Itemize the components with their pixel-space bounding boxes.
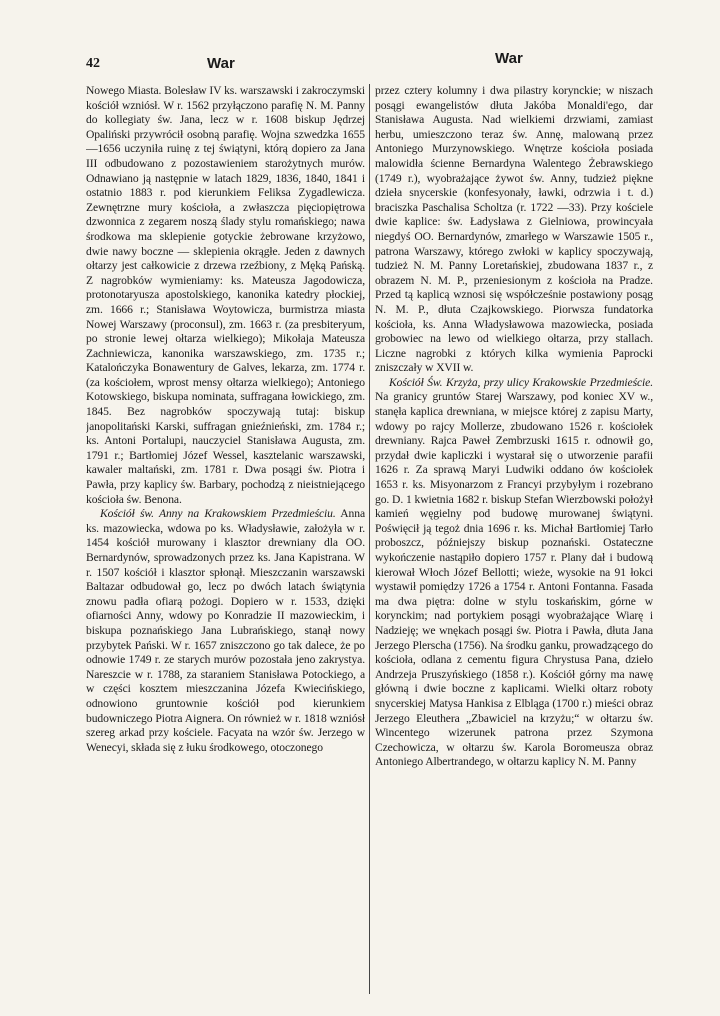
- running-header-right: War: [495, 50, 523, 67]
- paragraph: [375, 376, 653, 770]
- paragraph-text: Anna ks. mazowiecka, wdowa po ks. Władysławie, założyła w r. 1454 kościół murowany i klasztor drewniany dla OO. Bernardynów, sprowadzonych przez ks. Jana Kapistrana. W r. 1507 kościół i klasztor spłonął. Mieszczanin warszawski Baltazar odbudował go, lecz po dwóch latach świątynia znowu padła ofiarą pożogi. Dopiero w r. 1533, dzięki ofiarności Anny, wdowy po Konradzie II mazowieckim, i biskupa poznańskiego Jana Lubrańskiego, stanął nowy przybytek Pański. W r. 1657 zniszczono go tak dalece, że po odnowie 1749 r. ze starych murów pozostała jeno zakrystya. Nareszcie w r. 1788, za staraniem Stanisława Potockiego, a w części kosztem mieszczanina Józefa Kwiecińskiego, odnowiono gruntownie kościół pod kierunkiem budowniczego Piotra Aignera. On również w r. 1818 wzniósł szereg arkad przy kościele. Facyata na wzór św. Jerzego w Wenecyi, składa się z łuku środkowego, otoczonego: [86, 507, 365, 754]
- paragraph: [86, 507, 365, 755]
- column-divider: [369, 84, 370, 994]
- paragraph: przez cztery kolumny i dwa pilastry korynckie; w niszach posągi ewangelistów dłuta Jakóba Monaldi'ego, dar Stanisława Augusta. Nad wielkiemi drzwiami, zamiast herbu, umieszczono teraz św. Annę, malowaną przez Antoniego Murzynowskiego. Wnętrze kościoła posiada malowidła ścienne Bernardyna Walentego Żebrawskiego (1749 r.), wyobrażające żywot św. Anny, tudzież piękne dzieła snycerskie (konfesyonały, ławki, odrzwia i t. d.) braciszka Paschalisa Scholtza (r. 1722 —33). Przy kościele dwie kaplice: św. Ładysława z Gielniowa, prowincyała niegdyś OO. Bernardynów, zmarłego w Warszawie 1505 r., patrona Warszawy, którego zwłoki w kaplicy spoczywają, tudzież N. M. Panny Loretańskiej, zbudowana 1837 r., z obrazem N. M. P., przeniesionym z kościoła na Pradze. Przed tą kaplicą wznosi się współcześnie postawiony posąg N. M. P., dłuta Czajkowskiego. Piorwsza fundatorka kościoła, ks. Anna Władysławowa mazowiecka, posiada grobowiec na lewo od wielkiego ołtarza, przy stallach. Liczne nagrobki z których kilka wymienia Paprocki zniszczały w XVII w.: [375, 84, 653, 375]
- section-heading: Kościół św. Anny na Krakowskiem Przedmieściu.: [100, 507, 336, 521]
- section-heading: Kościół Św. Krzyża, przy ulicy Krakowskie Przedmieście.: [389, 375, 653, 389]
- page-number: 42: [86, 56, 100, 71]
- right-column: [375, 84, 653, 1004]
- paragraph: Nowego Miasta. Bolesław IV ks. warszawski i zakroczymski kościół wzniósł. W r. 1562 przyłączono parafię N. M. Panny do kollegiaty św. Jana, lecz w r. 1608 biskup Jędrzej Opaliński przywrócił osobną parafię. Wojna szwedzka 1655—1656 uczyniła ruinę z tej świątyni, którą dopiero za Jana III odbudowano z pozostawieniem starożytnych murów. Odnawiano ją następnie w latach 1829, 1836, 1840, 1841 i ostatnio 1883 r. pod kierunkiem Feliksa Zygadlewicza. Zewnętrzne mury kościoła, a zwłaszcza pięciopiętrowa dzwonnica z zegarem noszą ślady stylu romańskiego; nawa środkowa ma sklepienie gotyckie żebrowane krzyżowo, dwie nawy boczne — sklepienia okrągłe. Jeden z dawnych ołtarzy jest całkowicie z drzewa rzeźbiony, z Męką Pańską. Z nagrobków wymieniamy: ks. Mateusza Jagodowicza, protonotaryusza apostolskiego, kanonika katedry płockiej, zm. 1666 r.; Stanisława Woytowicza, burmistrza miasta Nowej Warszawy (proconsul), zm. 1663 r. (za presbiteryum, po stronie lewej ołtarza wielkiego); Mikołaja Mateusza Zachniewicza, kanonika warszawskiego, zm. 1735 r.; Katalończyka Bonawentury de Galves, lekarza, zm. 1774 r. (za kościołem, wprost mensy ołtarza wielkiego); Antoniego Kotowskiego, biskupa nominata, suffragana łowickiego, zm. 1845. Bez nagrobków spoczywają tutaj: biskup janopolitański Karski, suffragan gnieźnieński, zm. 1784 r.; ks. Antoni Portalupi, nauczyciel Stanisława Augusta, zm. 1791 r.; Bartłomiej Józef Wessel, kasztelanic warszawski, kawaler maltański, zm. 1781 r. Dwa posągi św. Piotra i Pawła, przy kaplicy św. Barbary, pochodzą z nieistniejącego kościoła św. Benona.: [86, 84, 365, 506]
- running-header-left: War: [207, 55, 235, 72]
- paragraph-text: Na granicy gruntów Starej Warszawy, pod koniec XV w., stanęła kaplica drewniana, w miejsce której z zapisu Marty, wdowy po rajcy Mollerze, zbudowano 1526 r. kościołek drewniany. Rajca Paweł Zembrzuski 1615 r. odnowił go, przydał dwie kapliczki i wystarał się o utworzenie parafii 1626 r. Za sprawą Maryi Ludwiki oddano ów kościołek 1653 r. ks. Misyonarzom z Francyi przybyłym i rozebrano go. D. 1 kwietnia 1682 r. biskup Stefan Wierzbowski położył kamień węgielny pod budowę murowanej świątyni. Poświęcił ją tegoż dnia 1696 r. ks. Michał Bartłomiej Tarło proboszcz, późniejszy biskup poznański. Ostateczne wykończenie nastąpiło dopiero 1757 r. Plany dał i budową kierował Włoch Józef Bellotti; wieże, wysokie na 91 łokci wystawił pomiędzy 1726 a 1754 r. Antoni Fontanna. Fasada ma dwa piętra: dolne w stylu toskańskim, górne w korynckim; nad portykiem posągi wyobrażające Wiarę i Nadzieję; we wnękach posągi św. Piotra i Pawła, dłuta Jana Jerzego Plerscha (1756). Na środku ganku, prowadzącego do kościoła, odlana z cementu figura Chrystusa Pana, dzieło Andrzeja Pruszyńskiego (1858 r.). Kościół górny ma nawę główną i dwie boczne z kaplicami. Wielki ołtarz roboty snycerskiej Matysa Hankisa z Elbląga (1700 r.) mieści obraz Jerzego Eleuthera „Zbawiciel na krzyżu;“ w ołtarzu św. Wincentego wizerunek patrona przez Szymona Czechowicza, w ołtarzu św. Karola Boromeusza obraz Antoniego Albertrandego, w ołtarzu kaplicy N. M. Panny: [375, 390, 653, 769]
- left-column: [86, 84, 365, 1004]
